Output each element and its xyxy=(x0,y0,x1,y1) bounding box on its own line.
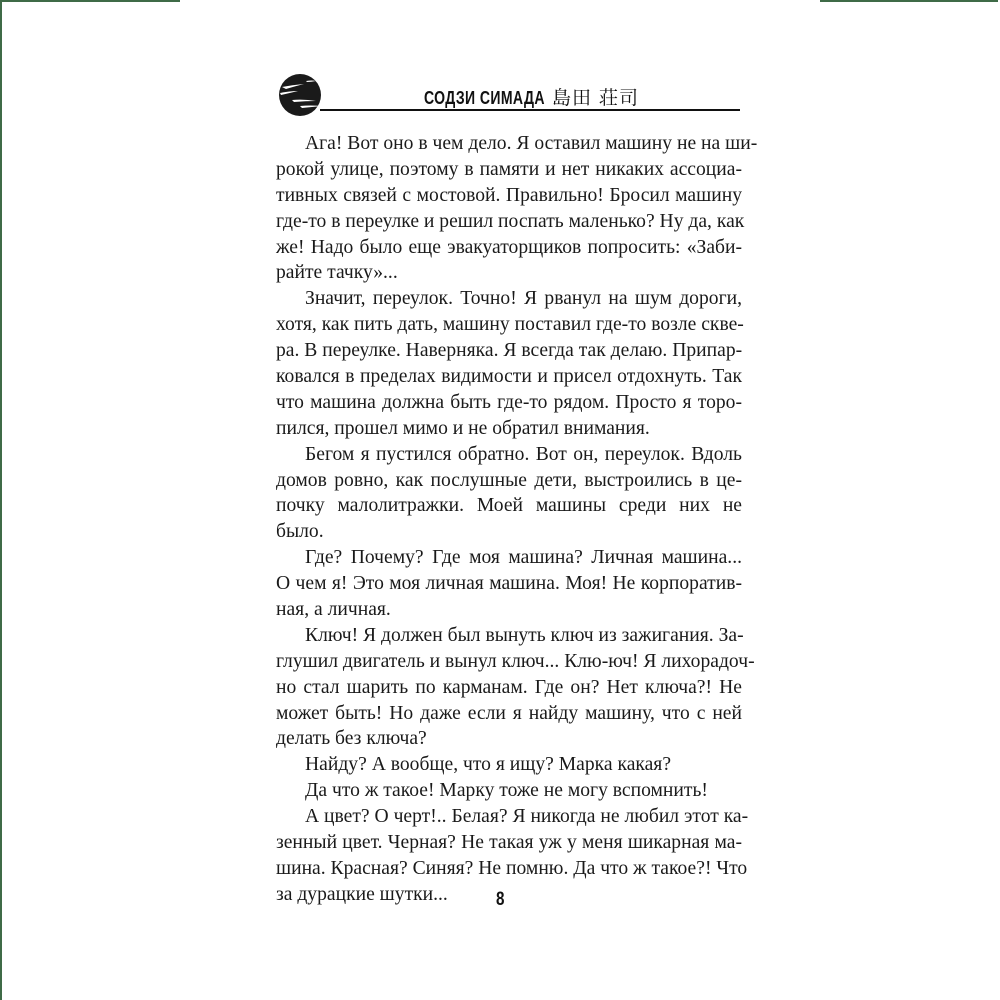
text-line: где-то в переулке и решил поспать маленько? Ну да, как xyxy=(276,210,745,232)
frame-border-top-right xyxy=(820,0,998,2)
page-number-label: 8 xyxy=(495,889,505,910)
paragraph xyxy=(276,545,742,623)
text-line: Да что ж такое! Марку тоже не могу вспомнить! xyxy=(305,780,708,802)
text-line: А цвет? О черт!.. Белая? Я никогда не любил этот ка- xyxy=(305,806,749,828)
text-line: хотя, как пить дать, машину поставил где-то возле скве- xyxy=(276,314,744,336)
text-line: же! Надо было еще эвакуаторщиков попросить: «Заби- xyxy=(276,236,742,258)
text-line: шина. Красная? Синяя? Не помню. Да что ж такое?! Что xyxy=(276,857,748,879)
frame-border-top-left xyxy=(0,0,180,2)
running-header-author-japanese: 島田 荘司 xyxy=(552,87,640,109)
text-line: Бегом я пустился обратно. Вот он, переулок. Вдоль xyxy=(305,443,742,465)
paragraph xyxy=(276,131,758,286)
text-line: ра. В переулке. Наверняка. Я всегда так делаю. Припар- xyxy=(276,340,743,362)
text-line: рокой улице, поэтому в памяти и нет никаких ассоциа- xyxy=(276,158,742,180)
paragraph xyxy=(276,752,742,778)
running-header-author: СОДЗИ СИМАДА xyxy=(424,88,545,108)
text-line: ковался в пределах видимости и присел отдохнуть. Так xyxy=(276,366,742,388)
text-line: Найду? А вообще, что я ищу? Марка какая? xyxy=(305,754,672,776)
text-line: О чем я! Это моя личная машина. Моя! Не корпоратив- xyxy=(276,573,742,595)
text-line: глушил двигатель и вынул ключ... Клю-юч! Я лихорадоч- xyxy=(276,650,755,672)
text-line: было. xyxy=(276,521,324,543)
text-line: тивных связей с мостовой. Правильно! Бросил машину xyxy=(276,184,742,206)
paragraph xyxy=(276,778,742,804)
text-line: но стал шарить по карманам. Где он? Нет ключа?! Не xyxy=(276,676,742,698)
text-line: райте тачку»... xyxy=(276,262,398,284)
text-line: почку малолитражки. Моей машины среди них не xyxy=(276,495,742,517)
text-line: Значит, переулок. Точно! Я рванул на шум дороги, xyxy=(305,288,742,310)
paragraph xyxy=(276,442,742,546)
paragraph xyxy=(276,286,742,441)
frame-border-left xyxy=(0,0,2,1000)
text-line: может быть! Но даже если я найду машину, что с ней xyxy=(276,702,742,724)
text-line: ная, а личная. xyxy=(276,599,391,621)
text-line: Ключ! Я должен был вынуть ключ из зажигания. За- xyxy=(305,624,744,646)
text-line: за дурацкие шутки... xyxy=(276,883,448,905)
page-number xyxy=(0,889,1000,911)
text-line: делать без ключа? xyxy=(276,728,427,750)
text-line: пился, прошел мимо и не обратил внимания. xyxy=(276,417,650,439)
text-line: что машина должна быть где-то рядом. Просто я торо- xyxy=(276,391,742,413)
page-body-text xyxy=(276,131,758,908)
text-line: домов ровно, как послушные дети, выстроились в це- xyxy=(276,469,742,491)
text-line: Ага! Вот оно в чем дело. Я оставил машину не на ши- xyxy=(305,133,758,154)
text-line: зенный цвет. Черная? Не такая уж у меня шикарная ма- xyxy=(276,832,742,854)
text-line: Где? Почему? Где моя машина? Личная машина... xyxy=(305,547,742,569)
paragraph xyxy=(276,623,755,752)
moon-with-clouds-icon xyxy=(278,73,322,117)
